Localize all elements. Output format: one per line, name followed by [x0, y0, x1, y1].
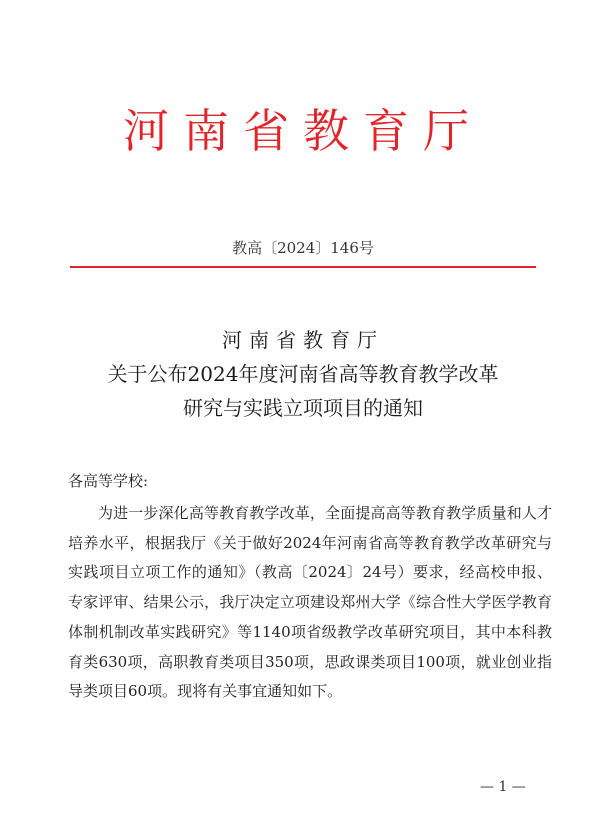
title-line-3: 研究与实践立项项目的通知 [183, 396, 423, 420]
title-line-1: 河南省教育厅 [222, 328, 384, 352]
document-title [0, 323, 606, 425]
salutation: 各高等学校: [68, 472, 149, 490]
red-divider-line [70, 266, 536, 268]
title-line-2: 关于公布2024年度河南省高等教育教学改革 [107, 362, 499, 386]
body-paragraph: 为进一步深化高等教育教学改革，全面提高高等教育教学质量和人才培养水平，根据我厅《关于做好2024年河南省高等教育教学改革研究与实践项目立项工作的通知》（教高〔2024〕24号）要求，经高校申报、专家评审、结果公示，我厅决定立项建设郑州大学《综合性大学医学教育体制机制改革实践研究》等1140项省级教学改革研究项目，其中本科教育类630项，高职教育类项目350项，思政课类项目100项，就业创业指导类项目60项。现将有关事宜通知如下。 [68, 504, 552, 701]
issuer-header: 河南省教育厅 [123, 104, 483, 158]
page-number: — 1 — [480, 779, 526, 795]
document-number: 教高〔2024〕146号 [232, 239, 374, 257]
